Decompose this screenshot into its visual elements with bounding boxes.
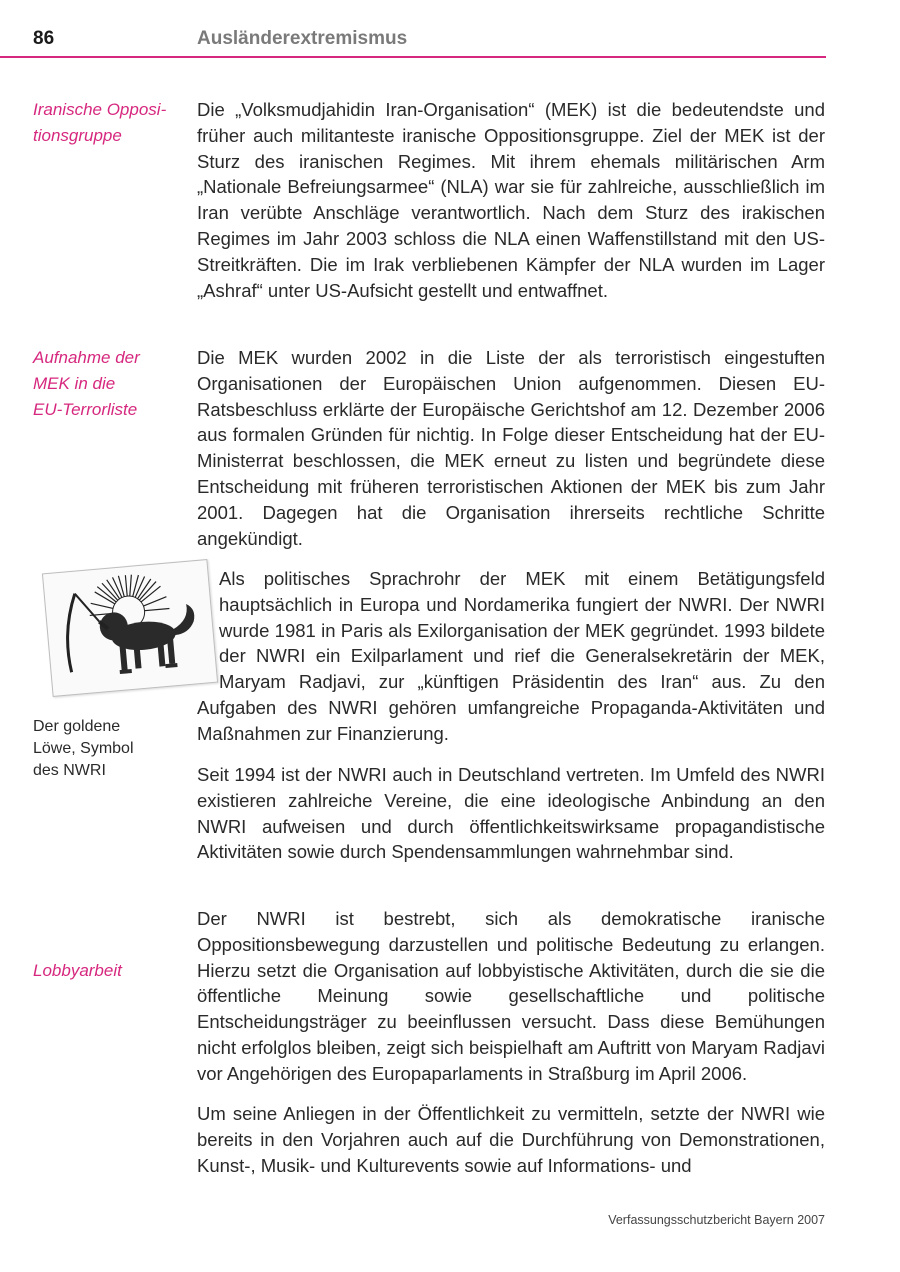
paragraph-mek-intro: Die „Volksmudjahidin Iran-Organisation“ (MEK) ist die bedeutendste und früher auch militanteste iranische Oppositionsgruppe. Ziel der MEK ist der Sturz des iranischen Regimes. Mit ihrem ehemals militärischen Arm „Nationale Befreiungsarmee“ (NLA) war sie für zahlreiche, ausschließlich im Iran verübte Anschläge verantwortlich. Nach dem Sturz des irakischen Regimes im Jahr 2003 schloss die NLA einen Waffenstillstand mit den US-Streitkräften. Die im Irak verbliebenen Kämpfer der NLA wurden im Lager „Ashraf“ unter US-Aufsicht gestellt und entwaffnet. bbox=[197, 99, 825, 301]
golden-lion-figure bbox=[42, 559, 218, 697]
sidenote-text: Iranische Opposi- tionsgruppe bbox=[33, 100, 167, 145]
paragraph-nwri-germany: Seit 1994 ist der NWRI auch in Deutschland vertreten. Im Umfeld des NWRI existieren zahlreiche Vereine, die eine ideologische Anbindung an den NWRI aufweisen und durch öffentlichkeitswirksame propagandistische Aktivitäten sowie durch Spendensammlungen wahrnehmbar sind. bbox=[197, 764, 825, 863]
paragraph-nwri-role bbox=[197, 566, 825, 747]
footer-text: Verfassungsschutzbericht Bayern 2007 bbox=[608, 1213, 825, 1227]
page-header bbox=[0, 26, 826, 58]
text-wrap-spacer bbox=[197, 566, 219, 694]
sidenote-iranian-opposition bbox=[33, 97, 183, 149]
caption-text: Der goldene Löwe, Symbol des NWRI bbox=[33, 718, 134, 779]
sidenote-text: Lobbyarbeit bbox=[33, 961, 122, 980]
paragraph-text: Als politisches Sprachrohr der MEK mit einem Betätigungsfeld hauptsächlich in Europa und Nordamerika fungiert der NWRI. Der NWRI wurde 1981 in Paris als Exilorganisation der MEK gegründet. 1993 bildete der NWRI ein Exilparlament und rief die Generalsekretärin der MEK, Maryam Radjavi, zur „künftigen Präsidentin des Iran“ aus. Zu den Aufgaben des NWRI gehören umfangreiche Propaganda-Aktivitäten und Maßnahmen zur Finanzierung. bbox=[197, 568, 825, 744]
golden-lion-icon bbox=[43, 560, 217, 696]
sidenote-lobbying bbox=[33, 958, 183, 984]
paragraph-eu-terror-list: Die MEK wurden 2002 in die Liste der als terroristisch eingestuften Organisationen der Europäischen Union aufgenommen. Diesen EU-Ratsbeschluss erklärte der Europäische Gerichtshof am 12. Dezember 2006 aus formalen Gründen für nichtig. In Folge dieser Entscheidung hat der EU-Ministerrat beschlossen, die MEK erneut zu listen und begründete diese Entscheidung mit früheren terroristischen Aktionen der MEK bis zum Jahr 2001. Dagegen hat die Organisation ihrerseits rechtliche Schritte angekündigt. bbox=[197, 347, 825, 549]
page-number: 86 bbox=[33, 28, 55, 49]
paragraph-nwri-lobbying: Der NWRI ist bestrebt, sich als demokratische iranische Oppositionsbewegung darzustellen und politische Bedeutung zu erlangen. Hierzu setzt die Organisation auf lobbyistische Aktivitäten, durch die sie die öffentliche Meinung sowie gesellschaftliche und politische Entscheidungsträger zu beeinflussen versucht. Dass diese Bemühungen nicht erfolglos bleiben, zeigt sich beispielhaft am Auftritt von Maryam Radjavi vor Angehörigen des Europaparlaments in Straßburg im April 2006. bbox=[197, 908, 825, 1084]
sidenote-text: Aufnahme der MEK in die EU-Terrorliste bbox=[33, 348, 140, 419]
figure-caption bbox=[33, 716, 183, 782]
chapter-title: Ausländerextremismus bbox=[197, 28, 408, 49]
paragraph-nwri-events: Um seine Anliegen in der Öffentlichkeit zu vermitteln, setzte der NWRI wie bereits in den Vorjahren auch auf die Durchführung von Demonstrationen, Kunst-, Musik- und Kulturevents sowie auf Informations- und bbox=[197, 1103, 825, 1176]
sidenote-eu-terror-list bbox=[33, 345, 183, 423]
